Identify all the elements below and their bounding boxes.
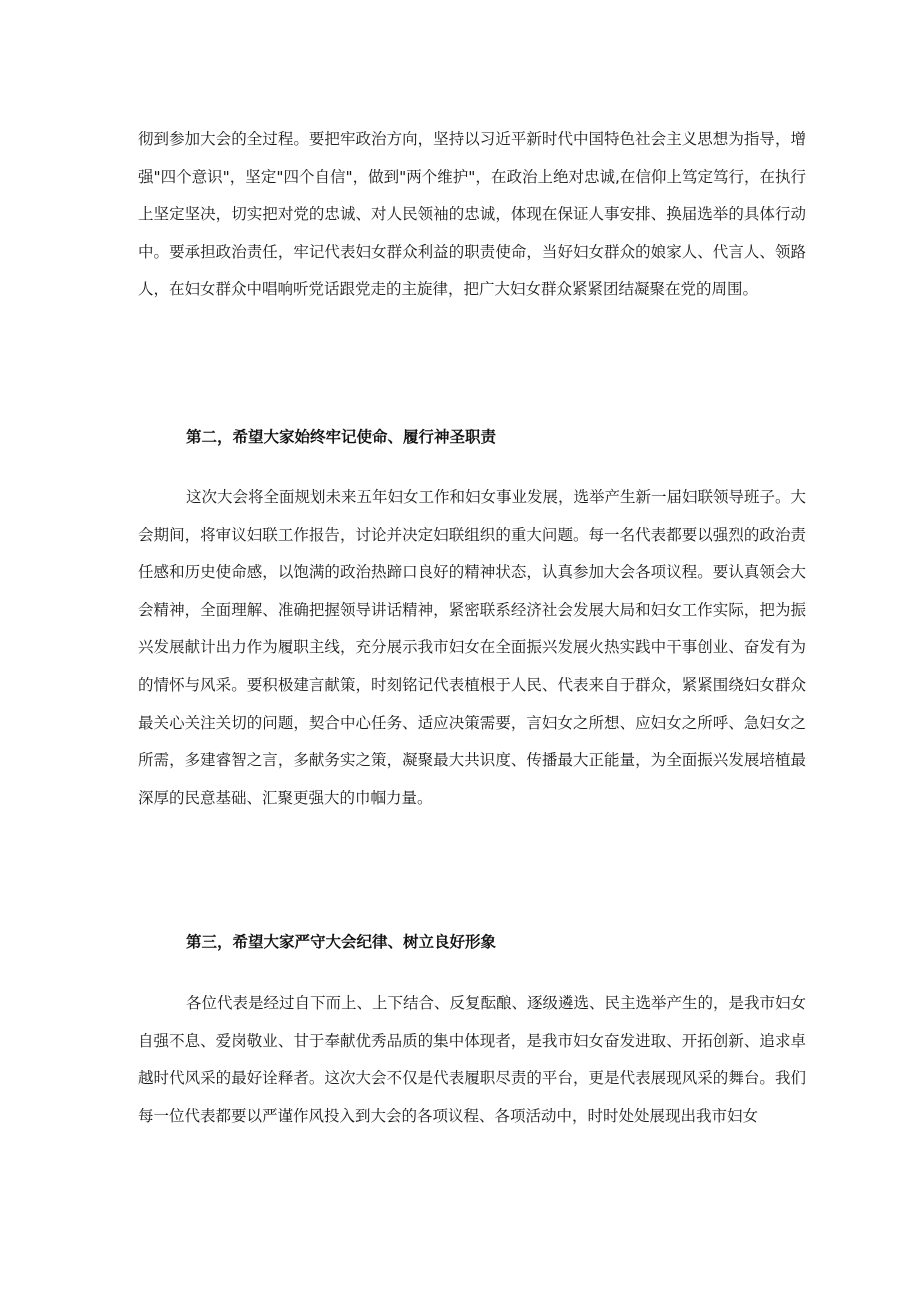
section-heading-second: 第二，希望大家始终牢记使命、履行神圣职责 bbox=[186, 428, 497, 446]
paragraph-second-section: 这次大会将全面规划未来五年妇女工作和妇女事业发展，选举产生新一届妇联领导班子。大会期间，将审议妇联工作报告，讨论并决定妇联组织的重大问题。每一名代表都要以强烈的政治责任感和历史使命感，以饱满的政治热蹄口良好的精神状态，认真参加大会各项议程。要认真领会大会精神，全面理解、准确把握领导讲话精神，紧密联系经济社会发展大局和妇女工作实际，把为振兴发展献计出力作为履职主线，充分展示我市妇女在全面振兴发展火热实践中干事创业、奋发有为的情怀与风采。要积极建言献策，时刻铭记代表植根于人民、代表来自于群众，紧紧围绕妇女群众最关心关注关切的问题，契合中心任务、适应决策需要，言妇女之所想、应妇女之所呼、急妇女之所需，多建睿智之言，多献务实之策，凝聚最大共识度、传播最大正能量，为全面振兴发展培植最深厚的民意基础、汇聚更强大的巾帼力量。 bbox=[138, 488, 807, 807]
section-heading-third: 第三，希望大家严守大会纪律、树立良好形象 bbox=[186, 933, 497, 951]
paragraph-continuation: 彻到参加大会的全过程。要把牢政治方向，坚持以习近平新时代中国特色社会主义思想为指导，增强"四个意识"，坚定"四个自信"，做到"两个维护"，在政治上绝对忠诚,在信仰上笃定笃行，在执行上坚定坚决，切实把对党的忠诚、对人民领袖的忠诚，体现在保证人事安排、换届选举的具体行动中。要承担政治责任，牢记代表妇女群众利益的职责使命，当好妇女群众的娘家人、代言人、领路人，在妇女群众中唱响听党话跟党走的主旋律，把广大妇女群众紧紧团结凝聚在党的周围。 bbox=[138, 130, 806, 299]
paragraph-third-section: 各位代表是经过自下而上、上下结合、反复酝酿、逐级遴选、民主选举产生的，是我市妇女自强不息、爱岗敬业、甘于奉献优秀品质的集中体现者，是我市妇女奋发进取、开拓创新、追求卓越时代风采的最好诠释者。这次大会不仅是代表履职尽责的平台，更是代表展现风采的舞台。我们每一位代表都要以严谨作风投入到大会的各项议程、各项活动中，时时处处展现出我市妇女 bbox=[138, 994, 807, 1125]
